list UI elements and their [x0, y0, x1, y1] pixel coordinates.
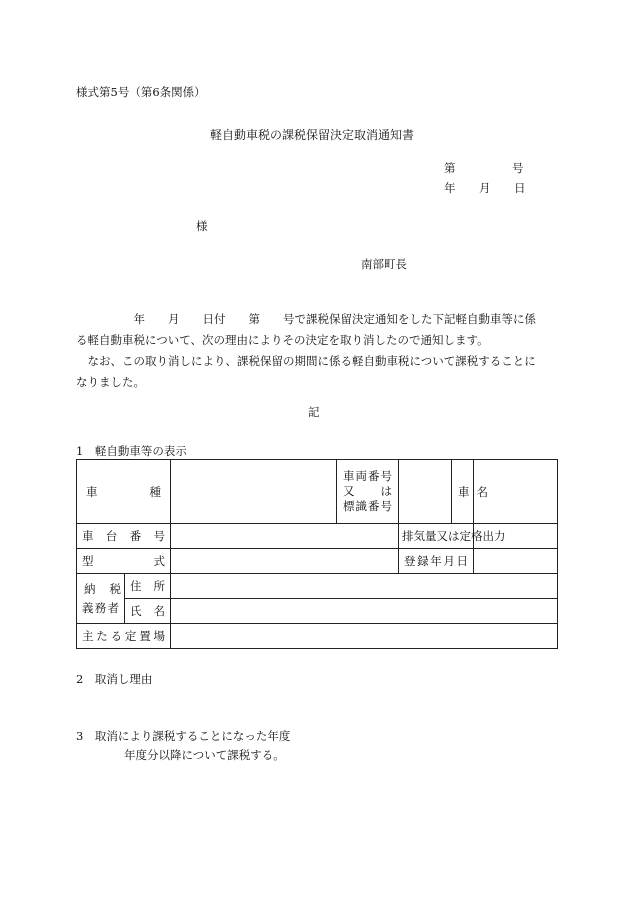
section2-heading: 2 取消し理由 [76, 672, 153, 686]
label-name: 氏 名 [125, 599, 171, 624]
vehicle-table [76, 459, 558, 649]
value-vehicle-type[interactable] [171, 460, 337, 524]
label-model: 型 式 [77, 549, 171, 574]
body-line: 年 月 日付 第 号で課税保留決定通知をした下記軽自動車等に係 [76, 312, 536, 326]
label-registration-date: 登 録 年 月 日 [399, 549, 474, 574]
body-line: なりました。 [76, 375, 145, 389]
value-registration-date[interactable] [474, 549, 558, 574]
body-text [76, 309, 558, 393]
form-id: 様式第5号（第6条関係） [76, 85, 206, 99]
label-address: 住 所 [125, 574, 171, 599]
value-model[interactable] [171, 549, 399, 574]
value-address[interactable] [171, 574, 558, 599]
date-day: 日 [514, 181, 526, 195]
label-taxpayer: 納 税 義 務 者 [77, 574, 125, 624]
label-vehicle-name: 車 名 [452, 460, 474, 524]
issuer: 南部町長 [361, 257, 407, 271]
ki-heading: 記 [308, 405, 320, 419]
number-prefix: 第 [444, 161, 456, 175]
value-storage-place[interactable] [171, 624, 558, 649]
body-line: なお、この取り消しにより、課税保留の期間に係る軽自動車税について課税することに [76, 354, 536, 368]
label-chassis-number: 車 台 番 号 [77, 524, 171, 549]
value-chassis-number[interactable] [171, 524, 399, 549]
body-line: る軽自動車税について、次の理由によりその決定を取り消したので通知します。 [76, 333, 489, 347]
section3-heading: 3 取消により課税することになった年度 [76, 729, 291, 743]
date-year: 年 [444, 181, 456, 195]
label-vehicle-type: 車 種 [77, 460, 171, 524]
section3-detail: 年度分以降について課税する。 [124, 748, 285, 762]
number-suffix: 号 [512, 161, 524, 175]
addressee-suffix: 様 [196, 219, 208, 233]
value-name[interactable] [171, 599, 558, 624]
label-vehicle-number: 車 両 番 号 又 は 標 識 番 号 [337, 460, 399, 524]
document-title: 軽自動車税の課税保留決定取消通知書 [210, 128, 415, 142]
label-displacement: 排気量又は定格出力 [399, 524, 474, 549]
section1-heading: 1 軽自動車等の表示 [76, 444, 187, 458]
value-vehicle-number[interactable] [399, 460, 452, 524]
date-month: 月 [479, 181, 491, 195]
label-storage-place: 主 た る 定 置 場 [77, 624, 171, 649]
